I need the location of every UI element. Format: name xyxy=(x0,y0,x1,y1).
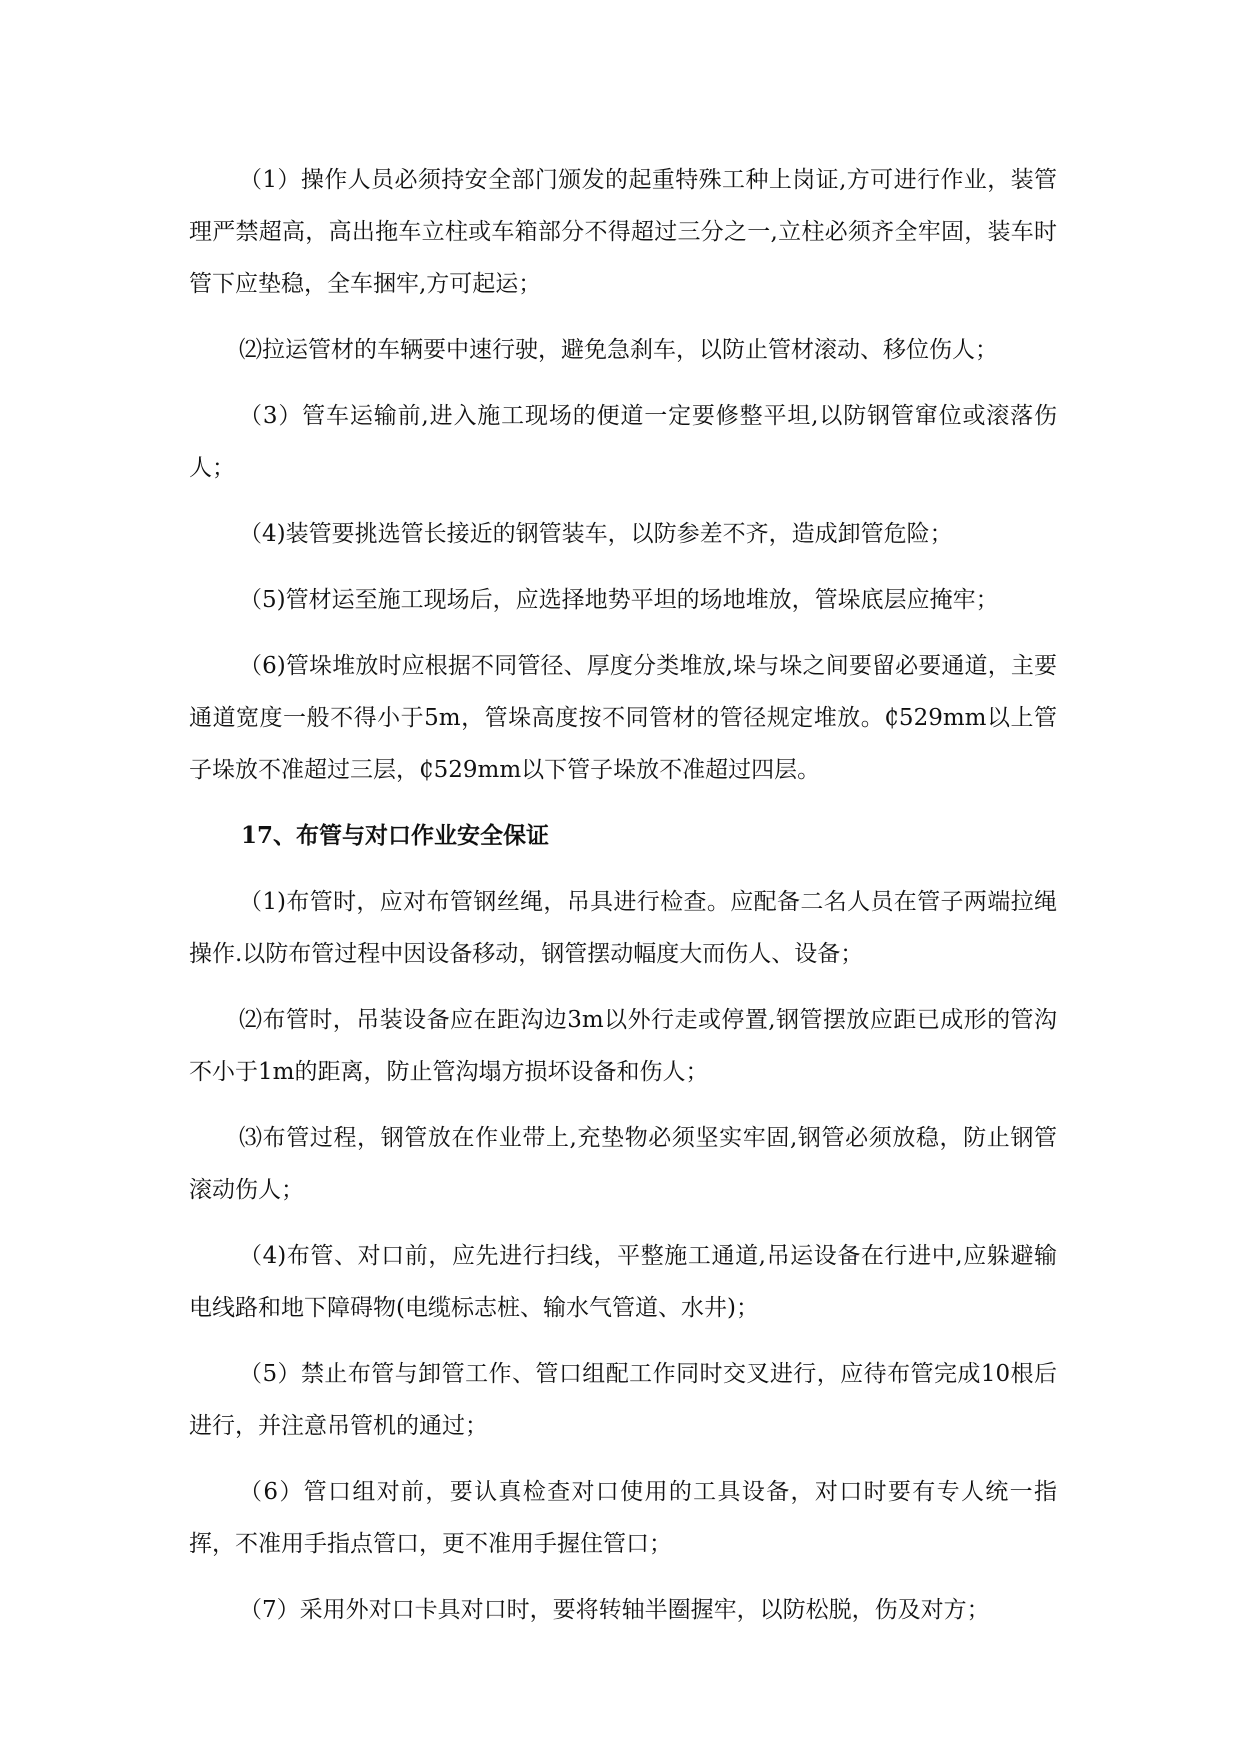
paragraph-7: （1)布管时，应对布管钢丝绳，吊具进行检查。应配备二名人员在管子两端拉绳操作.以防布管过程中因设备移动，钢管摆动幅度大而伤人、设备； xyxy=(189,889,1057,967)
paragraph-12: （6）管口组对前，要认真检查对口使用的工具设备，对口时要有专人统一指挥，不准用手指点管口，更不准用手握住管口； xyxy=(189,1479,1057,1557)
paragraph-1: （1）操作人员必须持安全部门颁发的起重特殊工种上岗证,方可进行作业，装管理严禁超高，高出拖车立柱或车箱部分不得超过三分之一,立柱必须齐全牢固，装车时管下应垫稳，全车捆牢,方可起运； xyxy=(189,167,1057,297)
paragraph-2: ⑵拉运管材的车辆要中速行驶，避免急刹车，以防止管材滚动、移位伤人； xyxy=(239,337,998,363)
section-heading: 17、布管与对口作业安全保证 xyxy=(241,822,550,849)
paragraph-4: （4)装管要挑选管长接近的钢管装车，以防参差不齐，造成卸管危险； xyxy=(239,521,953,547)
paragraph-8: ⑵布管时，吊装设备应在距沟边3m以外行走或停置,钢管摆放应距已成形的管沟不小于1m的距离，防止管沟塌方损坏设备和伤人； xyxy=(189,1007,1057,1085)
paragraph-3: （3）管车运输前,进入施工现场的便道一定要修整平坦,以防钢管窜位或滚落伤人； xyxy=(189,403,1057,481)
paragraph-9: ⑶布管过程，钢管放在作业带上,充垫物必须坚实牢固,钢管必须放稳，防止钢管滚动伤人； xyxy=(189,1125,1057,1203)
paragraph-13: （7）采用外对口卡具对口时，要将转轴半圈握牢，以防松脱，伤及对方； xyxy=(239,1597,990,1623)
paragraph-6: （6)管垛堆放时应根据不同管径、厚度分类堆放,垛与垛之间要留必要通道，主要通道宽度一般不得小于5m，管垛高度按不同管材的管径规定堆放。₵529mm以上管子垛放不准超过三层，₵529mm以下管子垛放不准超过四层。 xyxy=(189,653,1057,783)
paragraph-10: （4)布管、对口前，应先进行扫线，平整施工通道,吊运设备在行进中,应躲避输电线路和地下障碍物(电缆标志桩、输水气管道、水井)； xyxy=(189,1243,1057,1321)
paragraph-5: （5)管材运至施工现场后，应选择地势平坦的场地堆放，管垛底层应掩牢； xyxy=(239,587,999,613)
paragraph-11: （5）禁止布管与卸管工作、管口组配工作同时交叉进行，应待布管完成10根后进行，并注意吊管机的通过； xyxy=(189,1361,1057,1439)
document-body xyxy=(189,154,1057,1636)
